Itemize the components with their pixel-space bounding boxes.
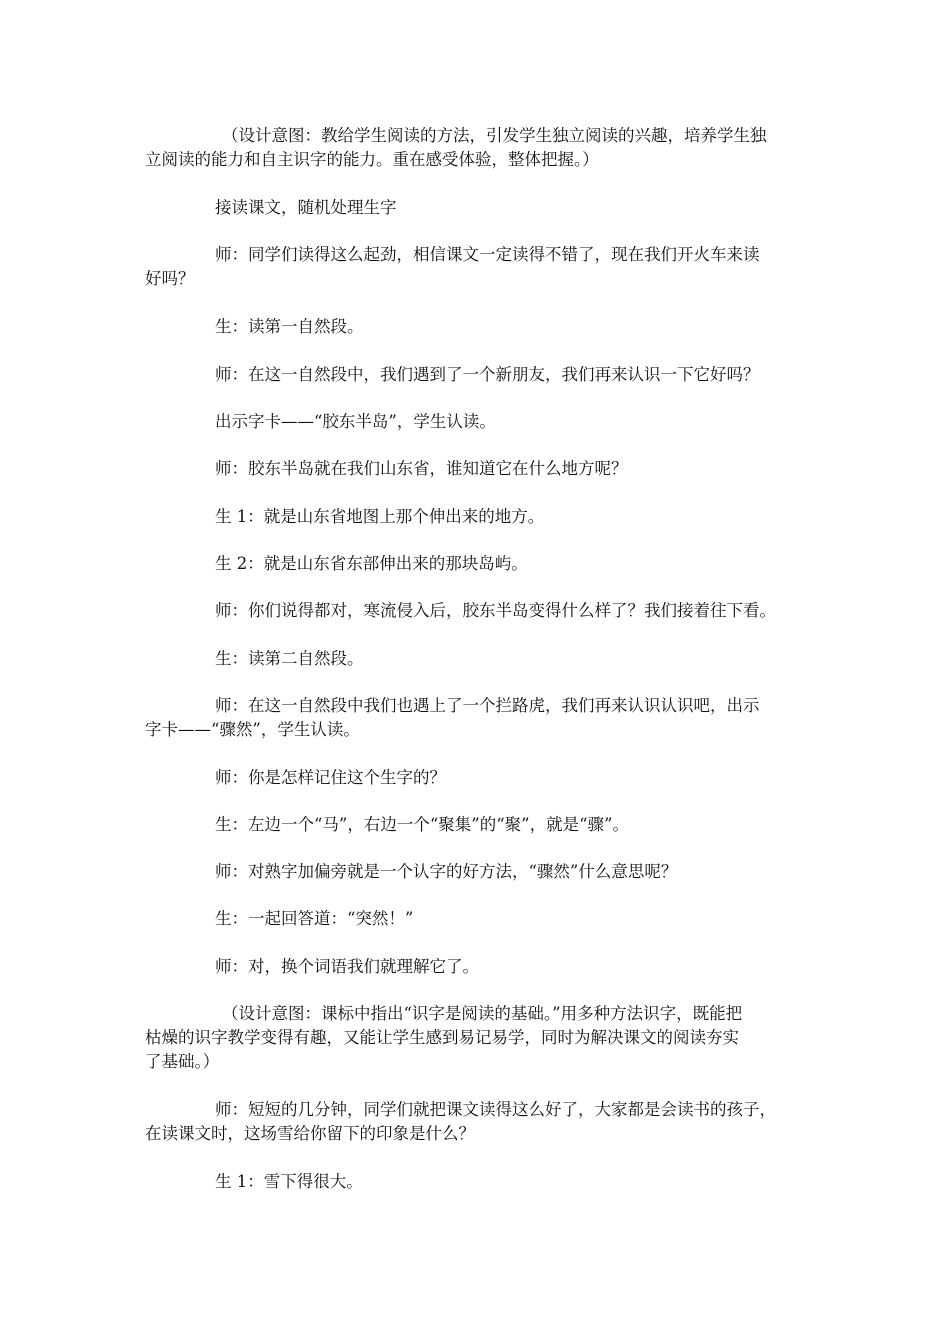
dialogue-paragraph [145, 243, 825, 291]
dialogue-paragraph [145, 1098, 825, 1146]
text-line: 师：在这一自然段中我们也遇上了一个拦路虎，我们再来认识认识吧，出示 [215, 696, 760, 715]
text-line: 生：一起回答道：“突然！” [215, 909, 414, 928]
design-intent-note [145, 124, 825, 172]
text-line: （设计意图：教给学生阅读的方法，引发学生独立阅读的兴趣，培养学生独 [222, 126, 767, 145]
dialogue-paragraph [145, 599, 825, 623]
text-line: 生：读第二自然段。 [215, 649, 364, 668]
dialogue-paragraph [145, 907, 825, 931]
text-line: 师：你是怎样记住这个生字的？ [215, 768, 446, 787]
dialogue-paragraph [145, 505, 825, 529]
dialogue-paragraph [145, 457, 825, 481]
text-line: 生 2：就是山东省东部伸出来的那块岛屿。 [215, 554, 528, 573]
text-line: 字卡——“骤然”，学生认读。 [145, 720, 360, 739]
text-line: 在读课文时，这场雪给你留下的印象是什么？ [145, 1124, 475, 1143]
text-line: 生 1：就是山东省地图上那个伸出来的地方。 [215, 507, 545, 526]
dialogue-paragraph [145, 315, 825, 339]
design-intent-note [145, 1002, 825, 1074]
text-line: 生：读第一自然段。 [215, 317, 364, 336]
dialogue-paragraph [145, 1170, 825, 1194]
text-line: 出示字卡——“胶东半岛”，学生认读。 [215, 412, 496, 431]
text-line: 生 1：雪下得很大。 [215, 1172, 363, 1191]
text-line: 师：对，换个词语我们就理解它了。 [215, 957, 479, 976]
text-line: 了基础。） [145, 1052, 220, 1071]
dialogue-paragraph [145, 766, 825, 790]
text-line: 枯燥的识字教学变得有趣，又能让学生感到易记易学，同时为解决课文的阅读夯实 [145, 1028, 739, 1047]
section-heading [145, 196, 825, 220]
text-line: 师：在这一自然段中，我们遇到了一个新朋友，我们再来认识一下它好吗？ [215, 365, 760, 384]
dialogue-paragraph [145, 813, 825, 837]
text-line: 师：同学们读得这么起劲，相信课文一定读得不错了，现在我们开火车来读 [215, 245, 760, 264]
dialogue-paragraph [145, 955, 825, 979]
dialogue-paragraph [145, 860, 825, 884]
dialogue-paragraph [145, 410, 825, 434]
text-line: 师：你们说得都对，寒流侵入后，胶东半岛变得什么样了？我们接着往下看。 [215, 601, 776, 620]
text-line: 生：左边一个“马”，右边一个“聚集”的“聚”，就是“骤”。 [215, 815, 629, 834]
dialogue-paragraph [145, 363, 825, 387]
dialogue-paragraph [145, 694, 825, 742]
dialogue-paragraph [145, 552, 825, 576]
text-line: 师：短短的几分钟，同学们就把课文读得这么好了，大家都是会读书的孩子， [215, 1100, 776, 1119]
text-line: 好吗？ [145, 269, 195, 288]
text-line: 接读课文，随机处理生字 [215, 198, 397, 217]
text-line: （设计意图：课标中指出“识字是阅读的基础。”用多种方法识字，既能把 [222, 1004, 743, 1023]
text-line: 师：对熟字加偏旁就是一个认字的好方法，“骤然”什么意思呢？ [215, 862, 678, 881]
dialogue-paragraph [145, 647, 825, 671]
text-line: 师：胶东半岛就在我们山东省，谁知道它在什么地方呢？ [215, 459, 628, 478]
text-line: 立阅读的能力和自主识字的能力。重在感受体验，整体把握。） [145, 150, 599, 169]
